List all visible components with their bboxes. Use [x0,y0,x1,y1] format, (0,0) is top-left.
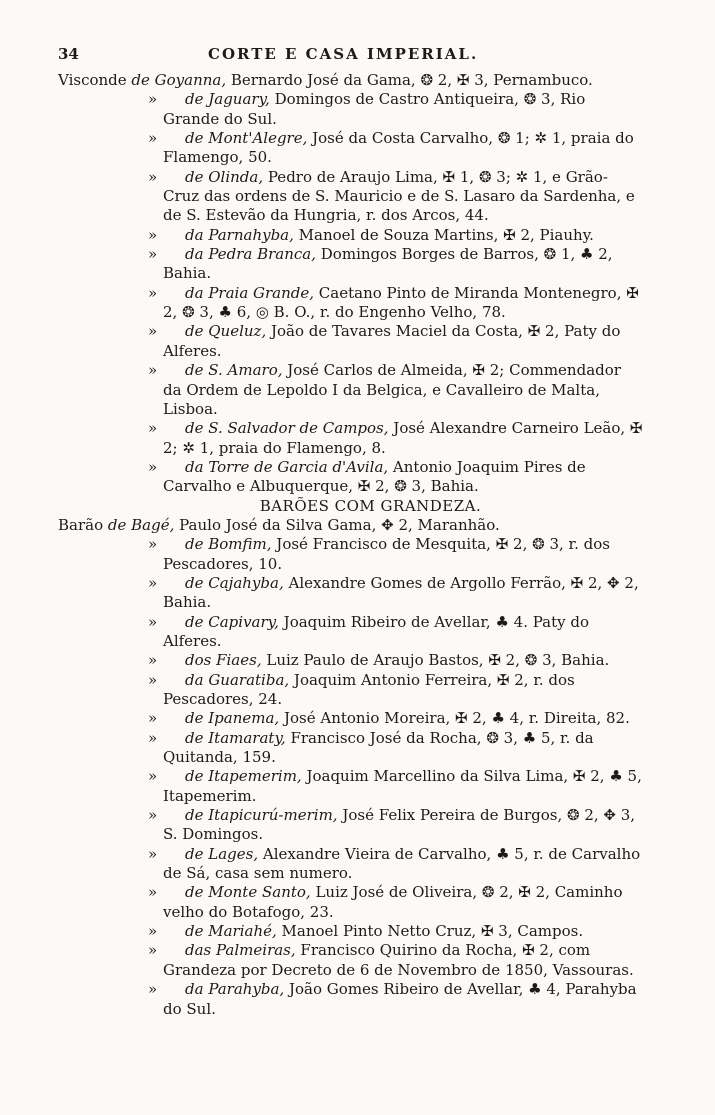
entry-title: de Capivary, [185,612,279,631]
list-item [58,419,643,458]
entry-title: de Itapicurú-merim, [185,806,338,825]
entry-title: de Jaguary, [185,90,270,109]
list-item [58,226,643,245]
entry-text: Joaquim Ribeiro de Avellar, ♣ 4. Paty do Alferes. [163,612,590,650]
entry-text: Manoel Pinto Netto Cruz, ✠ 3, Campos. [276,922,584,941]
entry-text: Manoel de Souza Martins, ✠ 2, Piauhy. [293,225,594,244]
list-item [58,651,643,670]
list-item [58,883,643,922]
entry-text: Pedro de Araujo Lima, ✠ 1, ❂ 3; ✲ 1, e Grão-Cruz das ordens de S. Mauricio e de S. Lasaro da Sardenha, e de S. Estevão da Hungria, r. dos Arcos, 44. [163,167,635,225]
entry-text: Domingos Borges de Barros, ❂ 1, ♣ 2, Bahia. [163,245,613,283]
entry-text: Caetano Pinto de Miranda Montenegro, ✠ 2, ❂ 3, ♣ 6, ◎ B. O., r. do Engenho Velho, 78. [163,283,639,322]
entry-text: Alexandre Vieira de Carvalho, ♣ 5, r. de Carvalho de Sá, casa sem numero. [163,844,641,883]
ditto-mark: » [148,457,158,476]
entry-text: José da Costa Carvalho, ❂ 1; ✲ 1, praia do Flamengo, 50. [163,129,634,167]
entry-title: de Monte Santo, [185,883,311,902]
list-item [58,845,643,884]
entry-title: da Pedra Branca, [185,245,317,264]
entry-text: José Antonio Moreira, ✠ 2, ♣ 4, r. Direita, 82. [279,709,630,728]
running-title: CORTE E CASA IMPERIAL. [208,45,479,63]
entry-text: João Gomes Ribeiro de Avellar, ♣ 4, Parahyba do Sul. [163,980,637,1018]
list-item [58,671,643,710]
ditto-mark: » [148,922,158,941]
entry-title: de Bomfim, [185,535,272,554]
entry-text: José Francisco de Mesquita, ✠ 2, ❂ 3, r. dos Pescadores, 10. [163,535,610,573]
entry-title: da Parahyba, [185,980,285,999]
entry-text: Bernardo José da Gama, ❂ 2, ✠ 3, Pernambuco. [226,71,593,89]
entry-title: dos Fiaes, [185,651,262,670]
entry-text: Francisco Quirino da Rocha, ✠ 2, com Grandeza por Decreto de 6 de Novembro de 1850, Vassouras. [163,941,634,979]
entry-text: Antonio Joaquim Pires de Carvalho e Albuquerque, ✠ 2, ❂ 3, Bahia. [163,457,586,496]
entry-title: de Queluz, [185,322,267,341]
entry-text: Paulo José da Silva Gama, ✥ 2, Maranhão. [174,515,500,534]
entry-text: Luiz José de Oliveira, ❂ 2, ✠ 2, Caminho velho do Botafogo, 23. [163,883,623,921]
entry-title: de S. Salvador de Campos, [185,419,389,438]
entry-title: das Palmeiras, [185,941,296,960]
list-item [58,767,643,806]
list-item [58,458,643,497]
page-header [58,45,638,69]
ditto-mark: » [148,245,158,264]
entry-title: de Ipanema, [185,709,280,728]
entry-text: Luiz Paulo de Araujo Bastos, ✠ 2, ❂ 3, Bahia. [261,651,610,670]
ditto-mark: » [148,728,158,747]
list-item [58,941,643,980]
ditto-mark: » [148,612,158,631]
entry-text: Domingos de Castro Antiqueira, ❂ 3, Rio Grande do Sul. [163,90,586,128]
list-item [58,322,643,361]
entry-text: Joaquim Antonio Ferreira, ✠ 2, r. dos Pescadores, 24. [163,670,575,708]
ditto-mark: » [148,844,158,863]
entry-text: Alexandre Gomes de Argollo Ferrão, ✠ 2, ✥ 2, Bahia. [163,573,639,612]
list-item [58,613,643,652]
baroes-list [58,516,643,1019]
ditto-mark: » [148,167,158,186]
list-item [58,516,643,535]
list-item [58,535,643,574]
entry-title: de Cajahyba, [185,573,284,592]
list-item [58,284,643,323]
ditto-mark: » [148,322,158,341]
entry-text: José Alexandre Carneiro Leão, ✠ 2; ✲ 1, praia do Flamengo, 8. [163,419,643,457]
ditto-mark: » [148,670,158,689]
ditto-mark: » [148,225,158,244]
ditto-mark: » [148,535,158,554]
list-item [58,922,643,941]
list-item [58,90,643,129]
entry-title: da Parnahyba, [185,225,294,244]
list-item [58,806,643,845]
entry-text: João de Tavares Maciel da Costa, ✠ 2, Paty do Alferes. [163,322,621,360]
ditto-mark: » [148,709,158,728]
ditto-mark: » [148,806,158,825]
entry-title: de Itamaraty, [185,728,286,747]
entry-text: Joaquim Marcellino da Silva Lima, ✠ 2, ♣ 5, Itapemerim. [163,767,642,805]
entry-title: de Lages, [185,844,259,863]
entry-lead: Barão [58,515,108,534]
ditto-mark: » [148,980,158,999]
ditto-mark: » [148,573,158,592]
entry-text: Francisco José da Rocha, ❂ 3, ♣ 5, r. da Quitanda, 159. [163,728,594,767]
list-item [58,129,643,168]
ditto-mark: » [148,419,158,438]
entry-title: da Torre de Garcia d'Avila, [185,457,389,476]
page-number: 34 [58,45,79,63]
entry-title: de Itapemerim, [185,767,302,786]
ditto-mark: » [148,283,158,302]
list-item [58,71,643,90]
list-item [58,980,643,1019]
entry-lead: Visconde [58,71,132,89]
page-body [58,71,643,1019]
ditto-mark: » [148,129,158,148]
ditto-mark: » [148,90,158,109]
entry-title: da Praia Grande, [185,283,315,302]
list-item [58,168,643,226]
viscondes-list [58,71,643,497]
entry-text: José Felix Pereira de Burgos, ❂ 2, ✥ 3, S. Domingos. [163,806,636,844]
ditto-mark: » [148,361,158,380]
entry-title: de Mont'Alegre, [185,129,308,148]
list-item [58,361,643,419]
section-heading: BARÕES COM GRANDEZA. [259,496,482,515]
list-item [58,574,643,613]
list-item [58,709,643,728]
entry-text: José Carlos de Almeida, ✠ 2; Commendador da Ordem de Lepoldo I da Belgica, e Cavalleiro de Malta, Lisboa. [163,361,621,418]
entry-title: de Mariahé, [185,922,277,941]
ditto-mark: » [148,651,158,670]
list-item [58,245,643,284]
entry-title: de Olinda, [185,167,264,186]
entry-title: de S. Amaro, [185,361,283,380]
entry-title: da Guaratiba, [185,670,290,689]
entry-title: de Bagé, [107,515,175,534]
entry-title: de Goyanna, [131,71,227,89]
ditto-mark: » [148,941,158,960]
list-item [58,729,643,768]
ditto-mark: » [148,767,158,786]
ditto-mark: » [148,883,158,902]
